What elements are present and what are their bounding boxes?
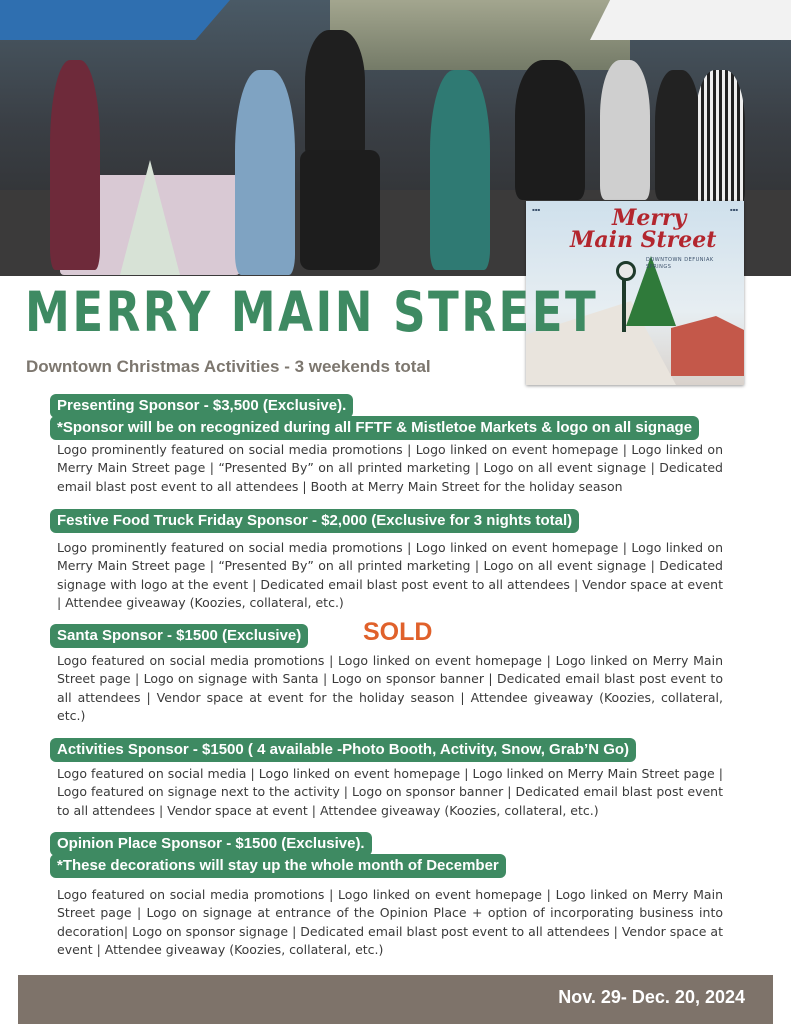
poster-title-line1: Merry: [612, 205, 687, 231]
presenting-sponsor-heading: Presenting Sponsor - $3,500 (Exclusive).: [50, 394, 353, 418]
footer-bar: [18, 975, 773, 1024]
hero-stroller: [300, 150, 380, 270]
activities-sponsor-benefits: Logo featured on social media | Logo linked on event homepage | Logo linked on Merry Main Street page | Logo featured on signage next to the activity | Logo on sponsor banner | Dedicated email blast post event to all attendees | Vendor space at event | Attendee giveaway (Koozies, collateral, etc.): [57, 766, 723, 818]
hero-person: [600, 60, 650, 200]
page-subtitle: Downtown Christmas Activities - 3 weekends total: [26, 357, 431, 376]
santa-sponsor-heading: Santa Sponsor - $1500 (Exclusive): [50, 624, 308, 648]
activities-sponsor-heading: Activities Sponsor - $1500 ( 4 available -Photo Booth, Activity, Snow, Grab’N Go): [50, 738, 636, 762]
poster-building: [671, 316, 744, 376]
hero-white-tent: [590, 0, 791, 40]
food-truck-sponsor-heading: Festive Food Truck Friday Sponsor - $2,000 (Exclusive for 3 nights total): [50, 509, 579, 533]
poster-clock-pole: [622, 277, 626, 332]
opinion-place-sponsor-note: *These decorations will stay up the whole month of December: [50, 854, 506, 878]
poster-subtitle: DOWNTOWN DEFUNIAK SPRINGS: [646, 257, 714, 270]
poster-clock-icon: [616, 261, 636, 281]
hero-person: [430, 70, 490, 270]
hero-sky: [330, 0, 630, 70]
poster-logo-right: ▪▪▪: [729, 207, 738, 212]
event-dates: Nov. 29- Dec. 20, 2024: [558, 987, 745, 1007]
poster-title-line2: Main Street: [570, 227, 717, 253]
hero-person: [655, 70, 700, 200]
hero-person: [305, 30, 365, 160]
opinion-place-sponsor-heading: Opinion Place Sponsor - $1500 (Exclusive).: [50, 832, 372, 856]
santa-sponsor-benefits: Logo featured on social media promotions | Logo linked on event homepage | Logo linked on Merry Main Street page | Logo on signage with Santa | Logo on sponsor banner | Dedicated email blast post event to all attendees | Vendor space at event for the holiday season | Attendee giveaway (Koozies, collateral, etc.): [57, 653, 723, 723]
hero-person: [50, 60, 100, 270]
hero-blue-tent: [0, 0, 230, 40]
hero-person: [695, 70, 745, 205]
presenting-sponsor-note: *Sponsor will be on recognized during all FFTF & Mistletoe Markets & logo on all signage: [50, 416, 699, 440]
hero-person: [515, 60, 585, 200]
opinion-place-sponsor-benefits: Logo featured on social media promotions | Logo linked on event homepage | Logo linked on Merry Main Street page | Logo on signage at entrance of the Opinion Place + option of incorporating business into decoration| Logo on sponsor signage | Dedicated email blast post event to all attendees | Vendor space at event | Attendee giveaway (Koozies, collateral, etc.): [57, 887, 723, 957]
page-title: MERRY MAIN STREET: [25, 280, 599, 344]
hero-person: [235, 70, 295, 275]
poster-logo-left: ▪▪▪: [532, 207, 541, 212]
sold-badge: SOLD: [363, 618, 433, 646]
presenting-sponsor-benefits: Logo prominently featured on social media promotions | Logo linked on event homepage | Logo linked on Merry Main Street page | “Presented By” on all printed marketing | Logo on all event signage | Dedicated email blast post event to all attendees | Booth at Merry Main Street for the holiday season: [57, 442, 723, 494]
food-truck-sponsor-benefits: Logo prominently featured on social media promotions | Logo linked on event homepage | Logo linked on Merry Main Street page | “Presented By” on all printed marketing | Logo on all event signage | Dedicated signage with logo at the event | Dedicated email blast post event to all attendees | Vendor space at event | Attendee giveaway (Koozies, collateral, etc.): [57, 540, 723, 610]
